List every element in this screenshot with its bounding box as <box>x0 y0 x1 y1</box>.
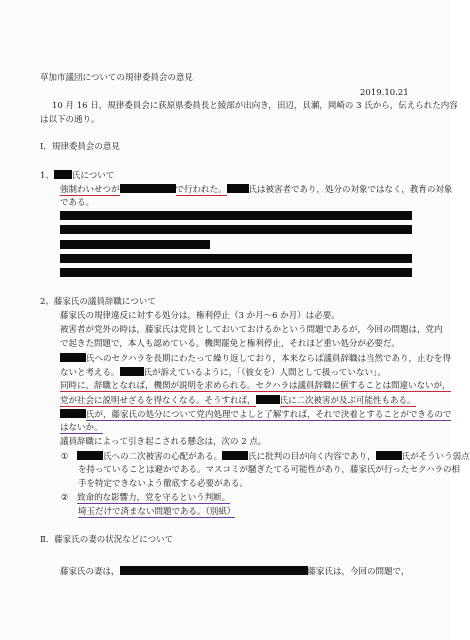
section-1-heading: Ⅰ．規律委員会の意見 <box>40 142 120 152</box>
redaction <box>120 184 176 193</box>
intro-line-2: は以下の通り。 <box>40 115 100 125</box>
underlined-text: 強制わいせつが <box>60 185 120 195</box>
redaction <box>60 409 86 418</box>
concern-1-number: ① <box>60 452 69 462</box>
document-title: 草加市議団についての規律委員会の意見 <box>40 73 193 83</box>
item-1-heading-text: 氏について <box>71 171 115 181</box>
item-1-number: 1、 <box>40 171 54 181</box>
redaction <box>120 367 144 376</box>
item-2-line-1: 藤家氏の規律違反に対する処分は，権利停止（3 か月～6 か月）は必要。 <box>60 311 340 321</box>
redaction <box>227 184 249 193</box>
section-2-text-b: 藤家氏は，今回の問題で， <box>307 567 410 577</box>
underlined-text: はないか。 <box>60 423 103 433</box>
section-2-line-1 <box>60 566 409 578</box>
redaction <box>60 225 412 234</box>
redaction <box>222 451 248 460</box>
item-2-heading <box>40 297 156 308</box>
underlined-text: 氏に二次被害が及ぶ可能性もある。 <box>279 396 416 406</box>
item-1-line-1 <box>60 184 452 196</box>
item-2-heading-text: 2、藤家氏の議員辞職について <box>40 297 156 307</box>
concern-2-line-2 <box>78 507 235 518</box>
redaction <box>60 254 412 263</box>
section-2-text-a: 藤家氏の妻は， <box>60 567 120 577</box>
concerns-intro: 議員辞職によって引き起こされる懸念は，次の 2 点。 <box>60 437 267 447</box>
underlined-text: 党が社会に説明せざるを得なくなる。そうすれば， <box>60 396 256 406</box>
redaction <box>60 268 412 277</box>
document-date: 2019.10.21 <box>360 88 409 98</box>
redaction <box>54 170 72 179</box>
item-2-line-4-text: 氏へのセクハラを長期にわたって繰り返しており，本来ならば議員辞職は当然であり，止むを得 <box>86 354 451 364</box>
redaction <box>376 451 402 460</box>
item-2-line-5-quote: 氏が訴えているように，「（彼女を）人間として扱っていない」。 <box>143 368 386 378</box>
concern-1-line-3: 手を特定できないよう徹底する必要がある。 <box>78 479 249 489</box>
concern-1-line-1 <box>60 451 470 463</box>
item-1-heading <box>40 170 114 182</box>
underlined-text: 同時に，辞職となれば，機関が説明を求められる。セクハラは議員辞職に値することは間違いないが， <box>60 381 451 391</box>
underlined-text: 致命的な影響力，党を守るという判断。 <box>77 493 231 503</box>
item-2-line-2: 被害者が党外の時は，藤家氏は党員としておいておけるかという問題であるが，今回の問題は，党内 <box>60 325 443 335</box>
underlined-text: 埼玉だけで済まない問題である。（別紙） <box>78 507 236 517</box>
item-2-line-4 <box>60 353 451 365</box>
section-2-heading: Ⅱ．藤家氏の妻の状況などについて <box>40 535 174 545</box>
concern-1-text-a: 氏への二次被害の心配がある。 <box>103 452 223 462</box>
concern-2-number: ② <box>60 493 69 503</box>
item-2-line-5-text: ないと考える。 <box>60 368 120 378</box>
redaction <box>77 451 103 460</box>
intro-line-1: 10 月 16 日，規律委員会に荻原県委員長と綾部が出向き，田辺，貝瀬，岡崎の 3 氏から，伝えられた内容 <box>52 101 458 111</box>
concern-1-text-b: 氏に批判の目が向く内容であり， <box>248 452 376 462</box>
item-2-line-3: で起きた問題で，本人も認めている。機関罷免と権利停止，それほど重い処分が必要だ。 <box>60 339 400 349</box>
underlined-text: 氏が，藤家氏の処分について党内処理でよしと了解すれば，それで決着とすることができるので <box>86 410 452 420</box>
item-2-line-8 <box>60 409 451 421</box>
item-2-line-9 <box>60 423 103 434</box>
underlined-text: で行われた。 <box>175 185 227 195</box>
concern-1-text-c: 氏がそういう弱点 <box>401 452 470 462</box>
redaction <box>60 240 210 249</box>
redaction <box>120 566 308 575</box>
item-2-line-7 <box>60 395 416 407</box>
item-1-line-1-tail: 氏は被害者であり，処分の対象ではなく，教育の対象 <box>248 185 453 195</box>
concern-1-line-2: を持っていることは避かである。マスコミが騒ぎたてる可能性があり，藤家氏が行ったセクハラの相 <box>78 465 460 475</box>
redaction <box>60 353 86 362</box>
item-2-line-6 <box>60 381 451 392</box>
redaction <box>60 211 412 220</box>
redaction <box>256 395 280 404</box>
item-2-line-5 <box>60 367 386 379</box>
concern-2-line-1 <box>60 493 230 504</box>
item-1-line-2: である。 <box>60 198 95 208</box>
